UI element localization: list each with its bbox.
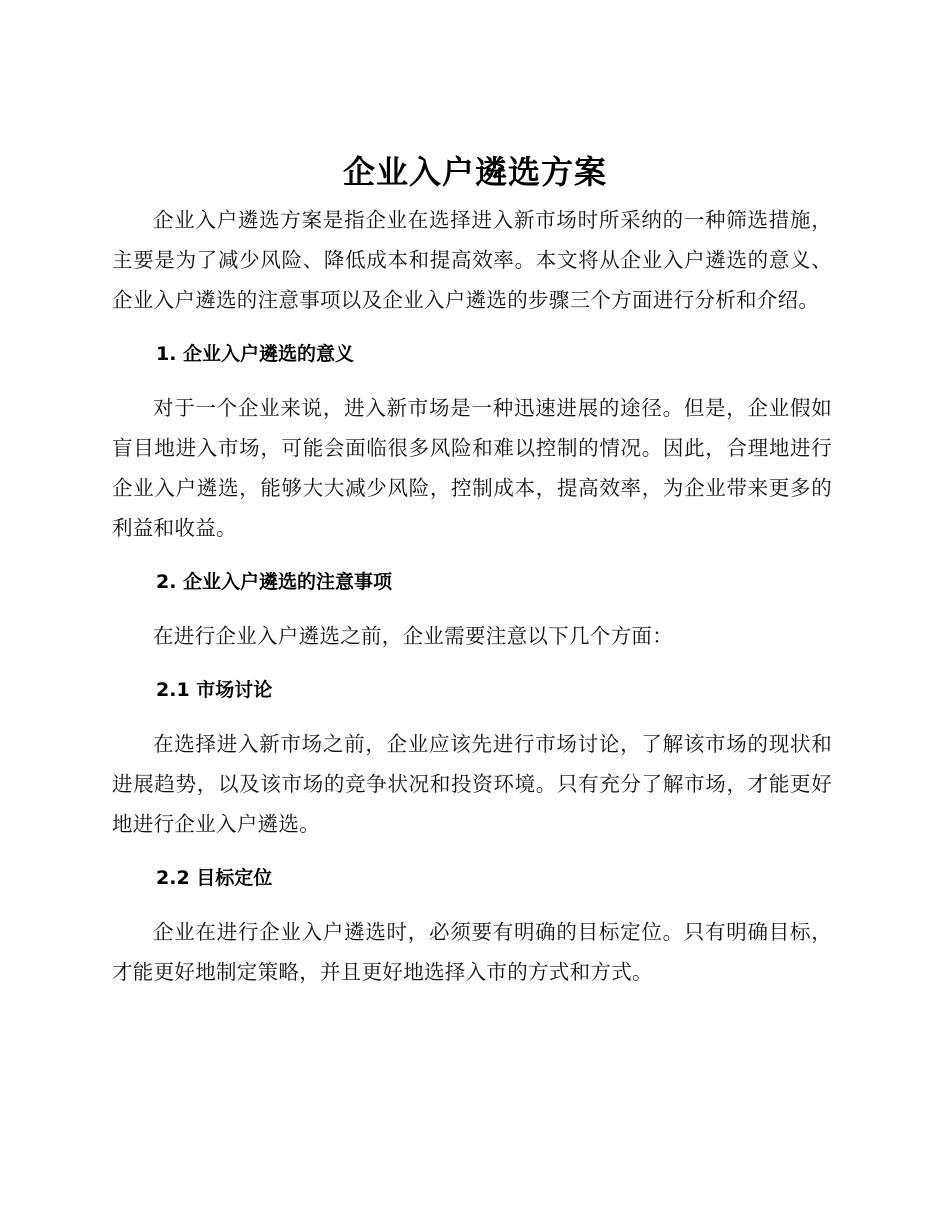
document-title: 企业入户遴选方案: [342, 153, 607, 191]
intro-paragraph: 企业入户遴选方案是指企业在选择进入新市场时所采纳的一种筛选措施，主要是为了减少风险、降低成本和提高效率。本文将从企业入户遴选的意义、企业入户遴选的注意事项以及企业入户遴选的步骤三个方面进行分析和介绍。: [112, 208, 832, 312]
section-2-2-paragraph: 企业在进行企业入户遴选时，必须要有明确的目标定位。只有明确目标，才能更好地制定策略，并且更好地选择入市的方式和方式。: [112, 920, 832, 984]
section-2-heading: 2. 企业入户遴选的注意事项: [156, 571, 393, 593]
section-2-1-heading: 2.1 市场讨论: [156, 679, 273, 701]
section-1-paragraph: 对于一个企业来说，进入新市场是一种迅速进展的途径。但是，企业假如盲目地进入市场，可能会面临很多风险和难以控制的情况。因此，合理地进行企业入户遴选，能够大大减少风险，控制成本，提高效率，为企业带来更多的利益和收益。: [112, 396, 832, 540]
section-1-heading: 1. 企业入户遴选的意义: [156, 343, 355, 365]
document-body: [112, 200, 832, 1006]
section-2-paragraph: 在进行企业入户遴选之前，企业需要注意以下几个方面：: [153, 624, 673, 648]
section-2-1-paragraph: 在选择进入新市场之前，企业应该先进行市场讨论，了解该市场的现状和进展趋势，以及该市场的竞争状况和投资环境。只有充分了解市场，才能更好地进行企业入户遴选。: [112, 732, 832, 836]
section-2-2-heading: 2.2 目标定位: [156, 867, 273, 889]
